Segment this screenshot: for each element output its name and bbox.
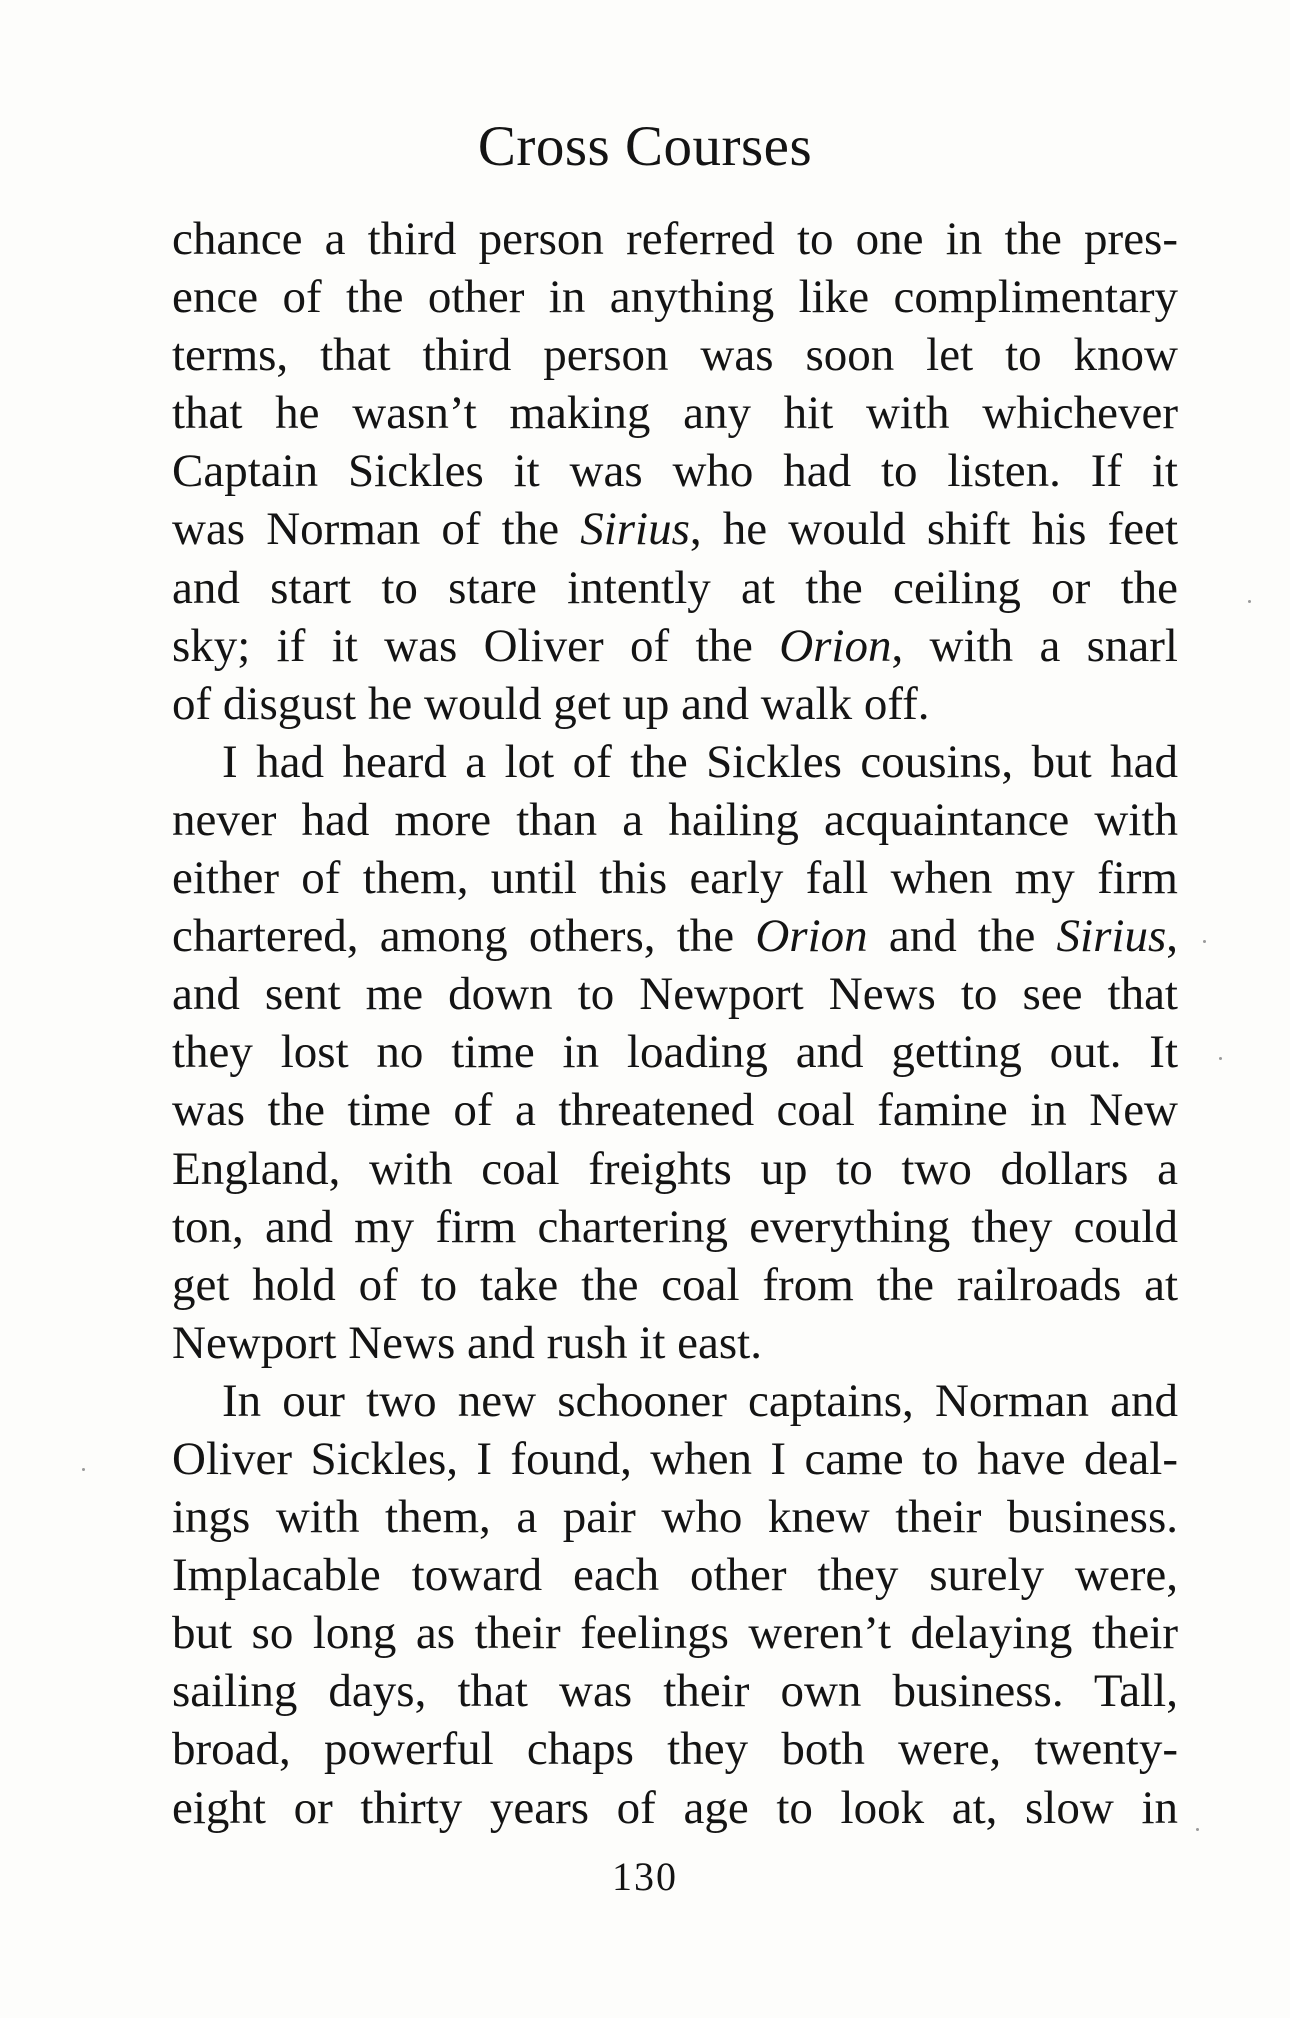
text-line <box>172 1256 1178 1314</box>
italic-ship-name: Sirius <box>580 503 690 556</box>
text-run: Oliver Sickles, I found, when I came to have deal- <box>172 1432 1178 1485</box>
text-run: , with a snarl <box>891 619 1178 672</box>
body-text <box>172 210 1178 1837</box>
text-line <box>172 1604 1178 1662</box>
text-run: sailing days, that was their own business. Tall, <box>172 1665 1178 1718</box>
text-run: broad, powerful chaps they both were, twenty- <box>172 1723 1178 1776</box>
text-line <box>172 268 1178 326</box>
text-run: but so long as their feelings weren’t delaying their <box>172 1607 1178 1660</box>
text-line <box>172 675 1178 733</box>
text-line <box>172 1140 1178 1198</box>
scan-speck <box>1203 940 1206 943</box>
text-line <box>172 849 1178 907</box>
text-run: and start to stare intently at the ceiling or the <box>172 561 1178 614</box>
text-run: either of them, until this early fall when my firm <box>172 852 1178 905</box>
text-line <box>172 384 1178 442</box>
text-run: never had more than a hailing acquaintance with <box>172 793 1178 846</box>
text-run: Newport News and rush it east. <box>172 1316 762 1369</box>
text-line <box>172 965 1178 1023</box>
text-run: was the time of a threatened coal famine in New <box>172 1084 1178 1137</box>
text-run: , <box>1166 910 1178 963</box>
text-run: get hold of to take the coal from the railroads at <box>172 1258 1178 1311</box>
text-line <box>172 559 1178 617</box>
text-line <box>172 791 1178 849</box>
italic-ship-name: Sirius <box>1056 910 1167 963</box>
running-head: Cross Courses <box>477 115 813 178</box>
text-run: chartered, among others, the <box>172 910 756 963</box>
text-run: and the <box>867 910 1057 963</box>
italic-ship-name: Orion <box>755 910 868 963</box>
text-run: was Norman of the <box>172 503 581 556</box>
text-run: ton, and my firm chartering everything they could <box>172 1200 1178 1253</box>
scan-speck <box>1196 1828 1199 1831</box>
text-line <box>172 1314 1178 1372</box>
text-run: Implacable toward each other they surely were, <box>172 1549 1178 1602</box>
text-line <box>172 500 1178 558</box>
text-run: of disgust he would get up and walk off. <box>172 677 930 730</box>
text-line <box>172 1488 1178 1546</box>
text-run: they lost no time in loading and getting out. It <box>172 1026 1178 1079</box>
scan-speck <box>1219 1057 1222 1060</box>
text-line <box>172 1198 1178 1256</box>
text-line <box>172 907 1178 965</box>
text-line <box>172 1779 1178 1837</box>
text-run: eight or thirty years of age to look at, slow in <box>172 1781 1178 1834</box>
text-line <box>172 617 1178 675</box>
text-run: and sent me down to Newport News to see that <box>172 968 1178 1021</box>
italic-ship-name: Orion <box>779 619 892 672</box>
text-run: terms, that third person was soon let to know <box>172 329 1178 382</box>
scan-speck <box>82 1468 85 1471</box>
text-run: England, with coal freights up to two dollars a <box>172 1142 1178 1195</box>
text-line <box>172 1023 1178 1081</box>
text-run: Captain Sickles it was who had to listen. If it <box>172 445 1178 498</box>
text-line <box>172 1720 1178 1778</box>
text-line <box>172 210 1178 268</box>
scan-speck <box>1248 600 1251 603</box>
text-run: In our two new schooner captains, Norman and <box>222 1374 1178 1427</box>
text-run: chance a third person referred to one in the pres- <box>172 213 1178 265</box>
text-line <box>172 442 1178 500</box>
text-line <box>172 1372 1178 1430</box>
text-run: that he wasn’t making any hit with whichever <box>172 387 1178 440</box>
text-line <box>172 1430 1178 1488</box>
page-number: 130 <box>612 1854 678 1899</box>
text-line <box>172 1662 1178 1720</box>
text-line <box>172 1081 1178 1139</box>
text-run: I had heard a lot of the Sickles cousins, but had <box>222 735 1178 788</box>
text-line <box>172 733 1178 791</box>
text-run: , he would shift his feet <box>689 503 1178 556</box>
text-run: sky; if it was Oliver of the <box>172 619 780 672</box>
text-run: ings with them, a pair who knew their business. <box>172 1491 1178 1544</box>
text-run: ence of the other in anything like complimentary <box>172 271 1178 324</box>
text-line <box>172 326 1178 384</box>
text-line <box>172 1546 1178 1604</box>
